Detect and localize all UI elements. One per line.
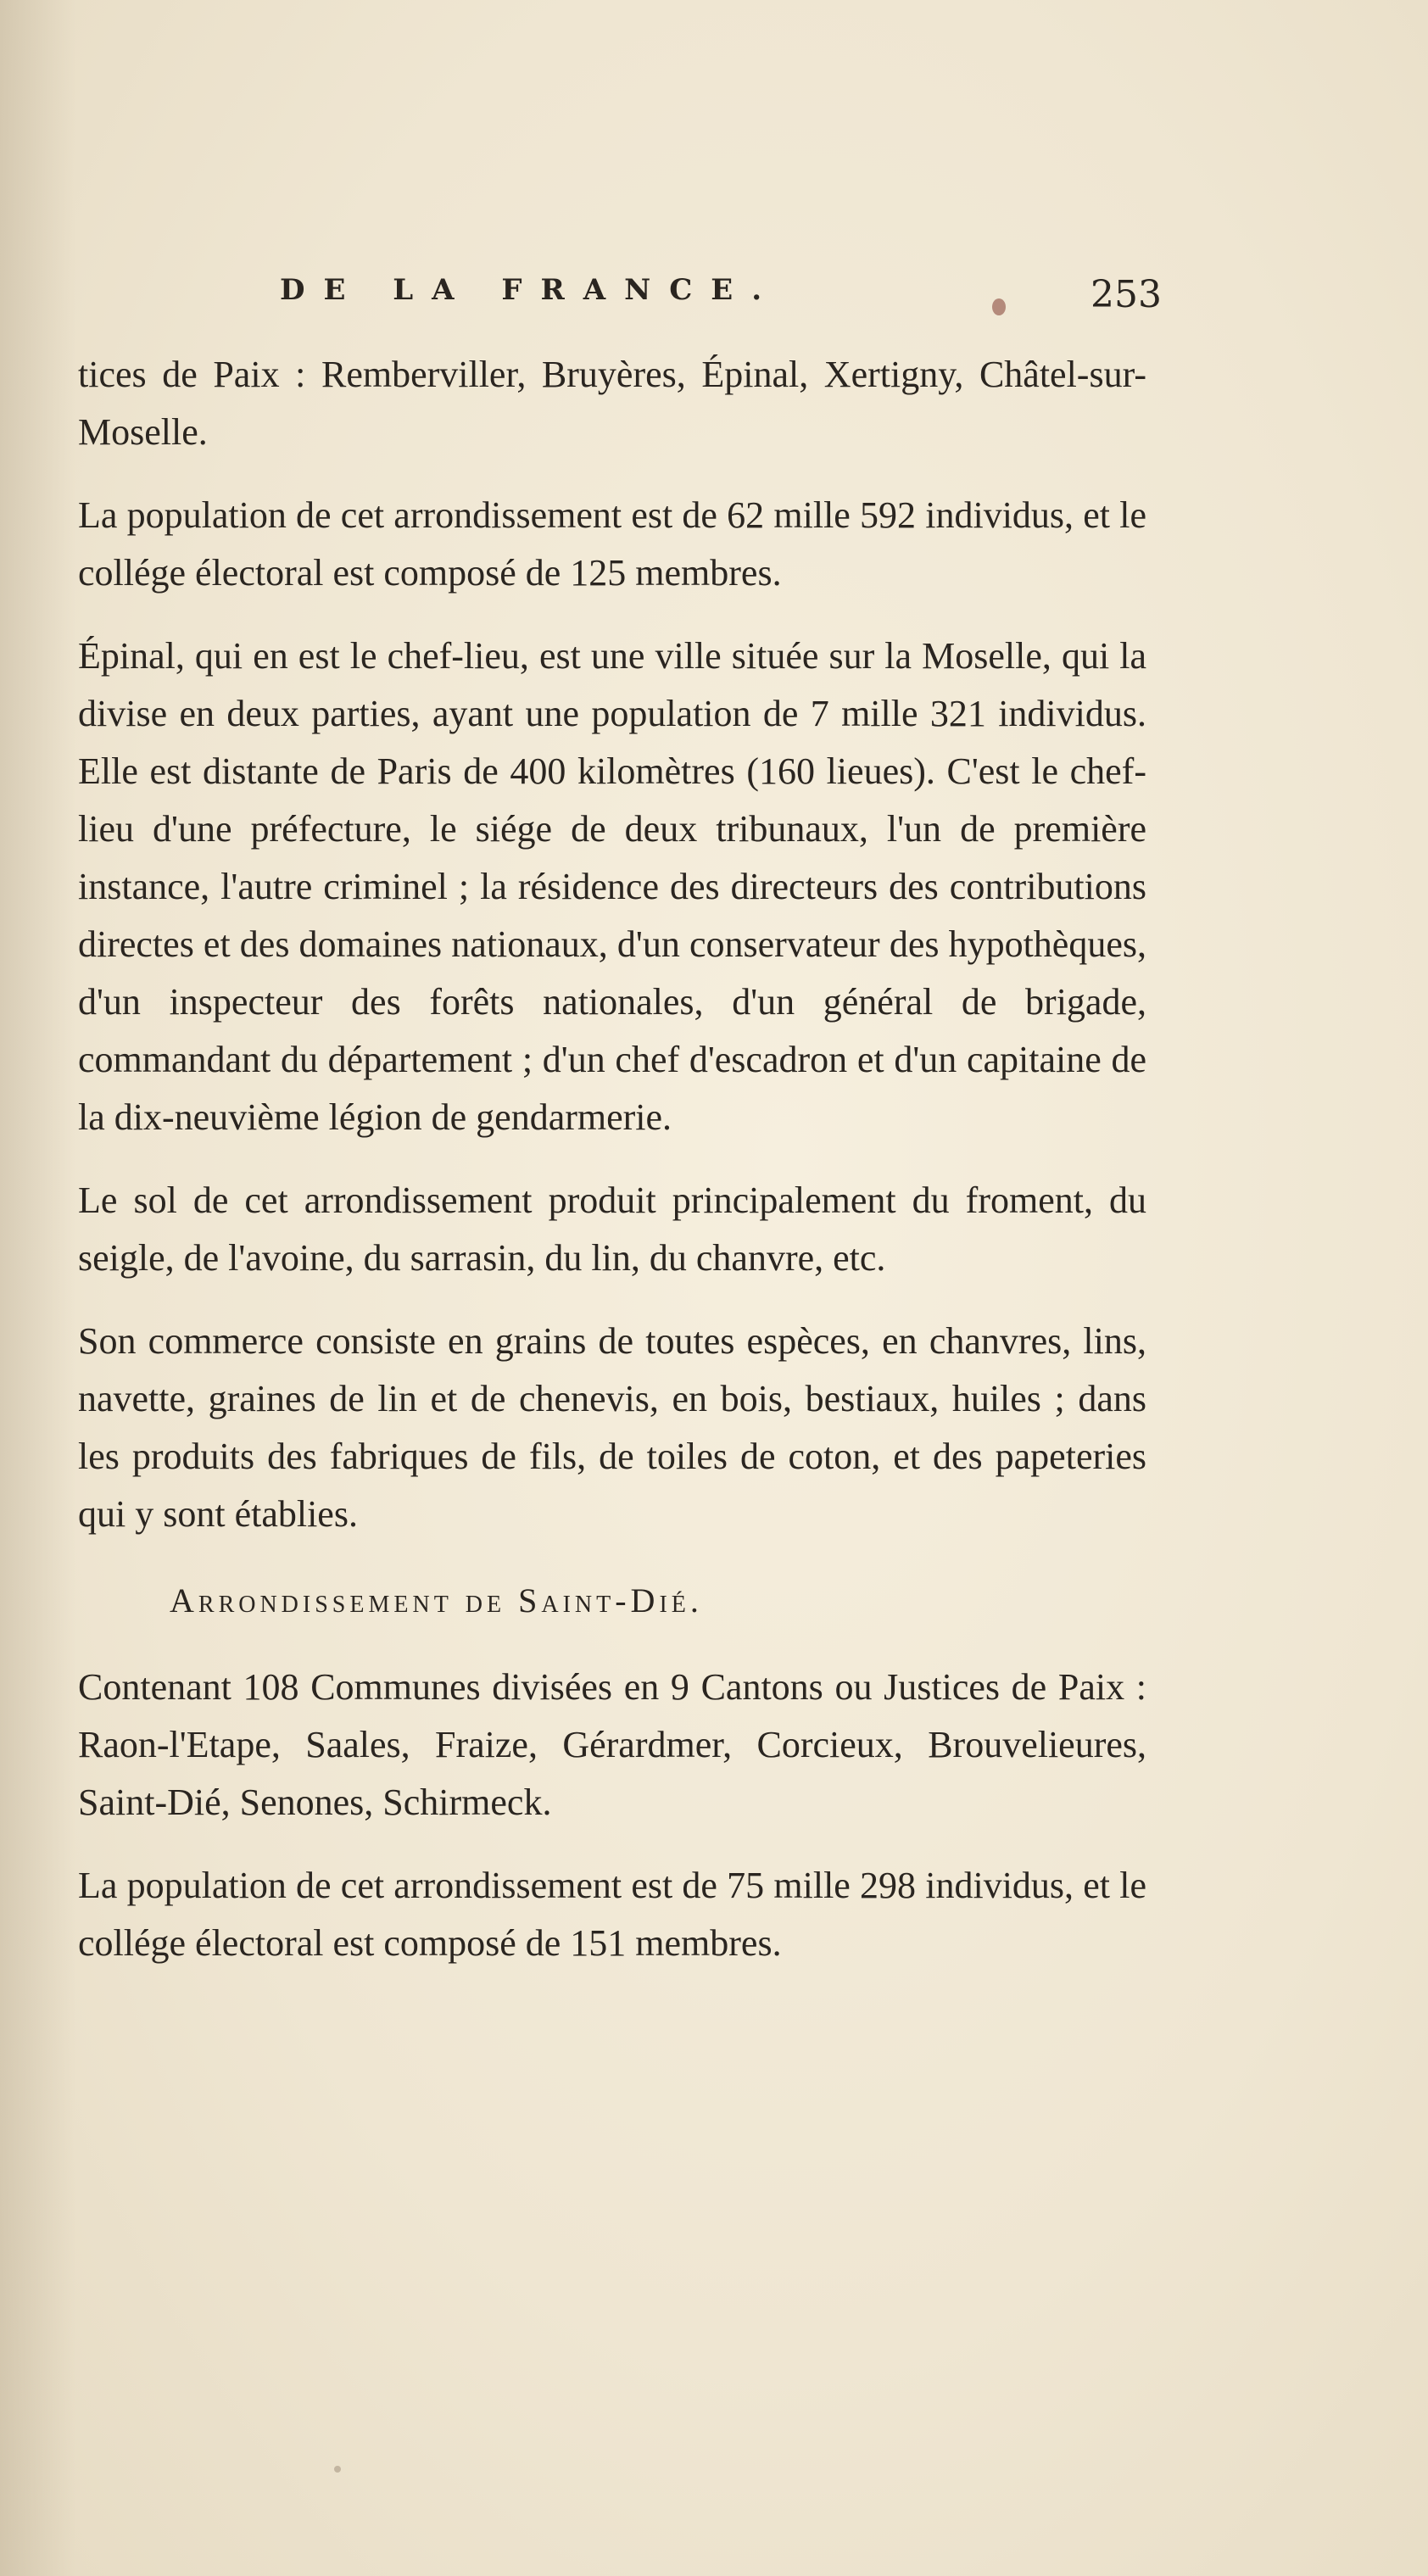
page-number: 253 [1091,273,1162,316]
section-title: Arrondissement de Saint-Dié. [170,1581,703,1620]
page-gutter-shadow [0,0,76,2576]
paragraph-saint-die-population: La population de cet arrondissement est de 75 mille 298 individus, et le collége électoral est composé de 151 membres. [78,1865,1146,1964]
ink-spot [334,2466,341,2473]
paragraph-cantons-end: tices de Paix : Remberviller, Bruyères, Épinal, Xertigny, Châtel-sur-Moselle. [78,354,1146,453]
page-header [280,273,1162,324]
paragraph-population: La population de cet arrondissement est de 62 mille 592 individus, et le collége électoral est composé de 125 membres. [78,494,1146,594]
paragraph-soil: Le sol de cet arrondissement produit principalement du froment, du seigle, de l'avoine, du sarrasin, du lin, du chanvre, etc. [78,1179,1146,1279]
paragraph-saint-die-cantons: Contenant 108 Communes divisées en 9 Cantons ou Justices de Paix : Raon-l'Etape, Saales, Fraize, Gérardmer, Corcieux, Brouvelieures, Saint-Dié, Senones, Schirmeck. [78,1666,1146,1823]
body-text [78,346,1146,1998]
paragraph-commerce: Son commerce consiste en grains de toutes espèces, en chanvres, lins, navette, graines de lin et de chenevis, en bois, bestiaux, huiles ; dans les produits des fabriques de fils, de toiles de coton, et des papeteries qui y sont établies. [78,1320,1146,1535]
ink-spot [992,298,1006,315]
running-title: DE LA FRANCE. [280,273,781,307]
paragraph-epinal: Épinal, qui en est le chef-lieu, est une ville située sur la Moselle, qui la divise en deux parties, ayant une population de 7 mille 321 individus. Elle est distante de Paris de 400 kilomètres (160 lieues). C'est le chef-lieu d'une préfecture, le siége de deux tribunaux, l'un de première instance, l'autre criminel ; la résidence des directeurs des contributions directes et des domaines nationaux, d'un conservateur des hypothèques, d'un inspecteur des forêts nationales, d'un général de brigade, commandant du département ; d'un chef d'escadron et d'un capitaine de la dix-neuvième légion de gendarmerie. [78,635,1146,1138]
